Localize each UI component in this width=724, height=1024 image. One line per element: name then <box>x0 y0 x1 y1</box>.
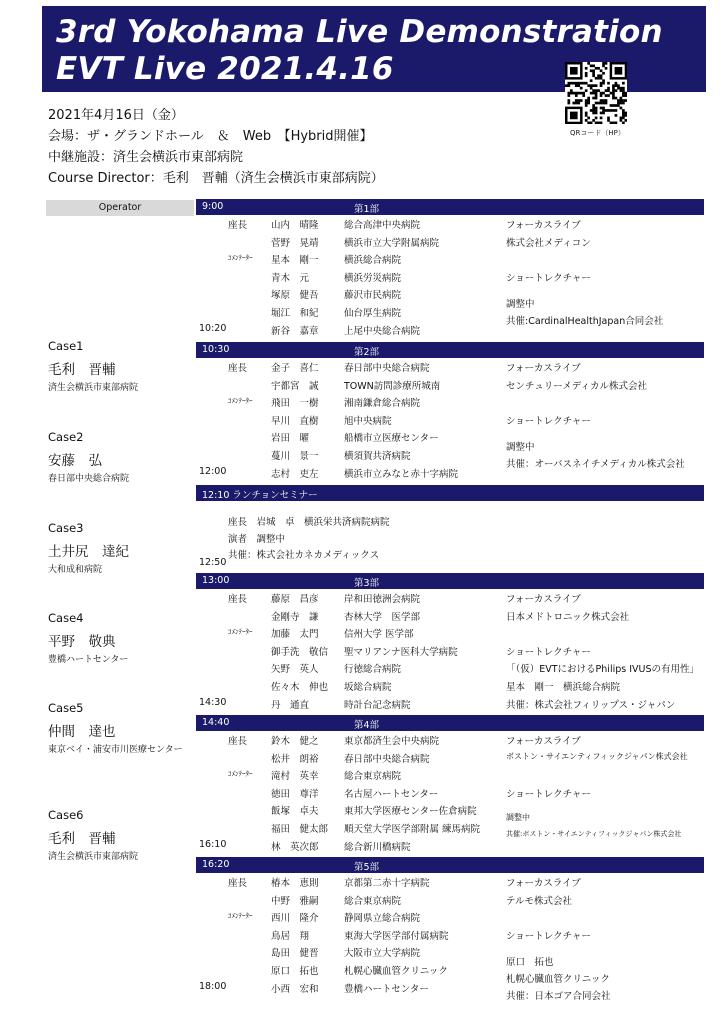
session-sponsor: 共催：オーバスネイチメディカル株式会社 <box>506 459 685 470</box>
row-right-note: ショートレクチャー <box>506 272 591 284</box>
row-role: 座長 <box>228 220 248 231</box>
row-hospital: 京都第二赤十字病院 <box>344 878 430 889</box>
row-right-note: テルモ株式会社 <box>506 895 573 907</box>
row-role: ｺﾒﾝﾃｰﾀｰ <box>228 397 253 406</box>
session-sponsor: 共催:CardinalHealthJapan合同会社 <box>506 316 664 327</box>
row-role: 座長 <box>228 594 248 605</box>
row-hospital: TOWN訪問診療所城南 <box>344 380 441 392</box>
row-name: 丹 通直 <box>271 699 310 711</box>
row-name: 西川 隆介 <box>271 913 319 925</box>
row-right-note: 株式会社メディコン <box>506 237 591 249</box>
session-start-time: 10:30 <box>202 344 230 355</box>
case-title: Case2 <box>48 430 84 444</box>
row-hospital: 行徳総合病院 <box>344 664 402 676</box>
row-hospital: 湘南鎌倉総合病院 <box>344 398 421 410</box>
session-end-time: 18:00 <box>199 980 227 992</box>
session-title: 第3部 <box>354 578 380 589</box>
row-hospital: 藤沢市民病院 <box>344 290 402 302</box>
row-hospital: 聖マリアンナ医科大学病院 <box>344 646 458 658</box>
row-hospital: 豊橋ハートセンター <box>344 983 429 995</box>
row-hospital: 総合新川橋病院 <box>344 841 411 853</box>
case-title: Case5 <box>48 701 84 715</box>
session-end-time: 14:30 <box>199 696 227 708</box>
row-name: 青木 元 <box>271 272 310 284</box>
row-right-note: フォーカスライブ <box>506 736 581 747</box>
row-hospital: 静岡県立総合病院 <box>344 913 421 925</box>
case-title: Case1 <box>48 339 84 353</box>
row-hospital: 船橋市立医療センター <box>344 433 439 445</box>
row-right-note: 「（仮）EVTにおけるPhilips IVUSの有用性」 <box>506 664 700 676</box>
luncheon-sponsor: 共催：株式会社カネカメディックス <box>228 550 380 561</box>
row-name: 蔓川 景一 <box>271 451 319 462</box>
operator-header <box>46 200 194 216</box>
session-title: 第2部 <box>354 347 380 358</box>
row-hospital: 春日部中央総合病院 <box>344 753 430 765</box>
row-name: 星本 剛一 <box>271 255 319 267</box>
row-name: 宇都宮 誠 <box>271 380 319 392</box>
row-hospital: 総合東京病院 <box>344 771 402 783</box>
row-name: 島田 健晋 <box>271 948 319 960</box>
row-name: 加藤 太門 <box>271 629 319 641</box>
row-name: 金剛寺 謙 <box>271 611 319 623</box>
luncheon-speaker: 演者 調整中 <box>228 534 286 545</box>
banner-subtitle: EVT Live 2021.4.16 <box>56 51 394 87</box>
row-role: ｺﾒﾝﾃｰﾀｰ <box>228 770 253 779</box>
luncheon-chair: 座長 岩城 卓 横浜栄共済病院病院 <box>228 517 390 528</box>
case-operator-name: 安藤 弘 <box>48 453 102 469</box>
row-name: 飛田 一樹 <box>271 398 319 410</box>
row-role: 座長 <box>228 878 248 889</box>
row-hospital: 東邦大学医療センター佐倉病院 <box>344 806 477 818</box>
row-right-note: フォーカスライブ <box>506 363 581 374</box>
row-right-note: ショートレクチャー <box>506 788 591 800</box>
event-date: 2021年4月16日（金） <box>48 108 184 123</box>
row-hospital: 杏林大学 医学部 <box>344 611 421 623</box>
row-name: 飯塚 卓夫 <box>271 806 319 818</box>
row-right-note: ボストン・サイエンティフィックジャパン株式会社 <box>506 751 688 761</box>
row-right-note: ショートレクチャー <box>506 646 591 658</box>
row-name: 松井 朗裕 <box>271 753 319 765</box>
row-right-note: フォーカスライブ <box>506 594 581 605</box>
row-hospital: 名古屋ハートセンター <box>344 788 439 800</box>
row-role: ｺﾒﾝﾃｰﾀｰ <box>228 628 253 637</box>
session-title: 第5部 <box>354 862 380 873</box>
row-hospital: 横浜市立みなと赤十字病院 <box>344 468 459 480</box>
course-director: Course Director：毛利 晋輔（済生会横浜市東部病院） <box>48 171 384 186</box>
row-name: 林 英次郎 <box>271 841 319 853</box>
row-hospital: 横須賀共済病院 <box>344 451 411 462</box>
case-operator-name: 土井尻 達紀 <box>48 544 129 560</box>
banner-title: 3rd Yokohama Live Demonstration <box>56 14 663 50</box>
row-right-note: ショートレクチャー <box>506 415 591 427</box>
case-hospital: 春日部中央総合病院 <box>48 474 130 484</box>
row-name: 椿本 恵則 <box>271 878 319 889</box>
row-name: 原口 拓也 <box>271 966 319 977</box>
case-hospital: 東京ベイ・浦安市川医療センター <box>48 745 183 755</box>
case-hospital: 済生会横浜市東部病院 <box>48 852 139 862</box>
row-name: 小西 宏和 <box>271 983 319 995</box>
case-hospital: 豊橋ハートセンター <box>48 655 129 665</box>
row-name: 塚原 健吾 <box>271 290 319 302</box>
row-hospital: 総合東京病院 <box>344 895 402 907</box>
row-name: 徳田 尊洋 <box>271 788 319 800</box>
row-name: 金子 喜仁 <box>271 363 319 374</box>
qr-code-icon <box>565 62 627 124</box>
row-role: 座長 <box>228 363 248 374</box>
session-note: 原口 拓也 <box>506 957 554 968</box>
case-operator-name: 仲間 達也 <box>48 724 116 740</box>
row-name: 藤原 昌彦 <box>271 594 319 605</box>
row-role: 座長 <box>228 736 248 747</box>
session-title: 第1部 <box>354 204 380 215</box>
row-name: 志村 吏左 <box>271 468 319 480</box>
case-hospital: 済生会横浜市東部病院 <box>48 383 139 393</box>
event-venue: 会場：ザ・グランドホール ＆ Web 【Hybrid開催】 <box>48 129 373 144</box>
row-hospital: 旭中央病院 <box>344 415 392 427</box>
session-start-time: 9:00 <box>202 201 224 212</box>
row-right-note: センチュリーメディカル株式会社 <box>506 380 647 392</box>
session-note: 調整中 <box>506 442 535 453</box>
luncheon-header <box>196 485 704 501</box>
row-right-note: フォーカスライブ <box>506 878 581 889</box>
row-hospital: 信州大学 医学部 <box>344 629 414 641</box>
session-start-time: 16:20 <box>202 859 230 870</box>
session-end-time: 12:00 <box>199 465 227 477</box>
row-name: 御手洗 敬信 <box>271 646 329 658</box>
row-hospital: 横浜労災病院 <box>344 272 402 284</box>
luncheon-end-time: 12:50 <box>199 557 227 568</box>
session-header <box>196 857 704 873</box>
session-header <box>196 573 704 589</box>
session-sponsor: 共催:ボストン・サイエンティフィックジャパン株式会社 <box>506 830 682 838</box>
row-hospital: 総合高津中央病院 <box>344 220 421 231</box>
row-name: 菅野 晃靖 <box>271 237 319 249</box>
case-hospital: 大和成和病院 <box>48 565 103 575</box>
session-header <box>196 715 704 731</box>
row-hospital: 大阪市立大学病院 <box>344 948 421 960</box>
row-hospital: 東京都済生会中央病院 <box>344 736 440 747</box>
session-sponsor: 札幌心臓血管クリニック <box>506 974 610 985</box>
row-hospital: 札幌心臓血管クリニック <box>344 966 448 977</box>
row-name: 山内 晴隆 <box>271 220 319 231</box>
row-hospital: 岸和田徳洲会病院 <box>344 594 421 605</box>
case-title: Case3 <box>48 521 84 535</box>
row-name: 鳥居 翔 <box>271 930 310 942</box>
row-role: ｺﾒﾝﾃｰﾀｰ <box>228 254 253 263</box>
session-start-time: 13:00 <box>202 575 230 586</box>
session-title: 第4部 <box>354 720 380 731</box>
qr-label: QRコード（HP） <box>570 129 625 137</box>
session-note: 調整中 <box>506 813 530 822</box>
relay-facility: 中継施設：済生会横浜市東部病院 <box>48 150 244 165</box>
row-hospital: 上尾中央総合病院 <box>344 325 421 337</box>
row-right-note: 星本 剛一 横浜総合病院 <box>506 682 621 693</box>
session-sponsor-2: 共催：日本ゴア合同会社 <box>506 991 611 1002</box>
row-hospital: 横浜総合病院 <box>344 255 402 267</box>
row-right-note: 日本メドトロニック株式会社 <box>506 611 630 623</box>
case-title: Case4 <box>48 611 84 625</box>
row-name: 福田 健太郎 <box>271 824 329 835</box>
luncheon-header-text: 12:10 ランチョンセミナー <box>202 490 318 501</box>
row-right-note: ショートレクチャー <box>506 930 591 942</box>
session-header <box>196 199 704 215</box>
row-name: 岩田 曜 <box>271 433 310 445</box>
session-start-time: 14:40 <box>202 717 230 728</box>
row-name: 滝村 英幸 <box>271 771 319 783</box>
row-hospital: 仙台厚生病院 <box>344 308 402 319</box>
row-name: 鈴木 健之 <box>271 736 319 747</box>
row-name: 早川 直樹 <box>271 415 319 427</box>
row-name: 中野 雅嗣 <box>271 895 319 907</box>
case-title: Case6 <box>48 808 84 822</box>
row-hospital: 順天堂大学医学部附属 練馬病院 <box>344 824 481 835</box>
session-note: 調整中 <box>506 299 535 310</box>
row-name: 佐々木 伸也 <box>271 682 329 693</box>
row-right-note: フォーカスライブ <box>506 220 581 231</box>
session-end-time: 10:20 <box>199 322 227 334</box>
operator-label: Operator <box>98 202 142 213</box>
row-hospital: 時計台記念病院 <box>344 699 411 711</box>
row-hospital: 春日部中央総合病院 <box>344 363 430 374</box>
row-role: ｺﾒﾝﾃｰﾀｰ <box>228 912 253 921</box>
session-end-time: 16:10 <box>199 838 227 850</box>
row-hospital: 東海大学医学部付属病院 <box>344 930 449 942</box>
row-name: 新谷 嘉章 <box>271 325 319 337</box>
case-operator-name: 毛利 晋輔 <box>48 362 116 378</box>
row-hospital: 坂総合病院 <box>344 682 392 693</box>
row-name: 堀江 和紀 <box>271 308 319 319</box>
row-hospital: 横浜市立大学附属病院 <box>344 237 440 249</box>
case-operator-name: 平野 敬典 <box>48 634 116 650</box>
session-header <box>196 342 704 358</box>
row-right-note: 共催：株式会社フィリップス・ジャパン <box>506 699 676 711</box>
row-name: 矢野 英人 <box>271 664 319 676</box>
case-operator-name: 毛利 晋輔 <box>48 831 116 847</box>
